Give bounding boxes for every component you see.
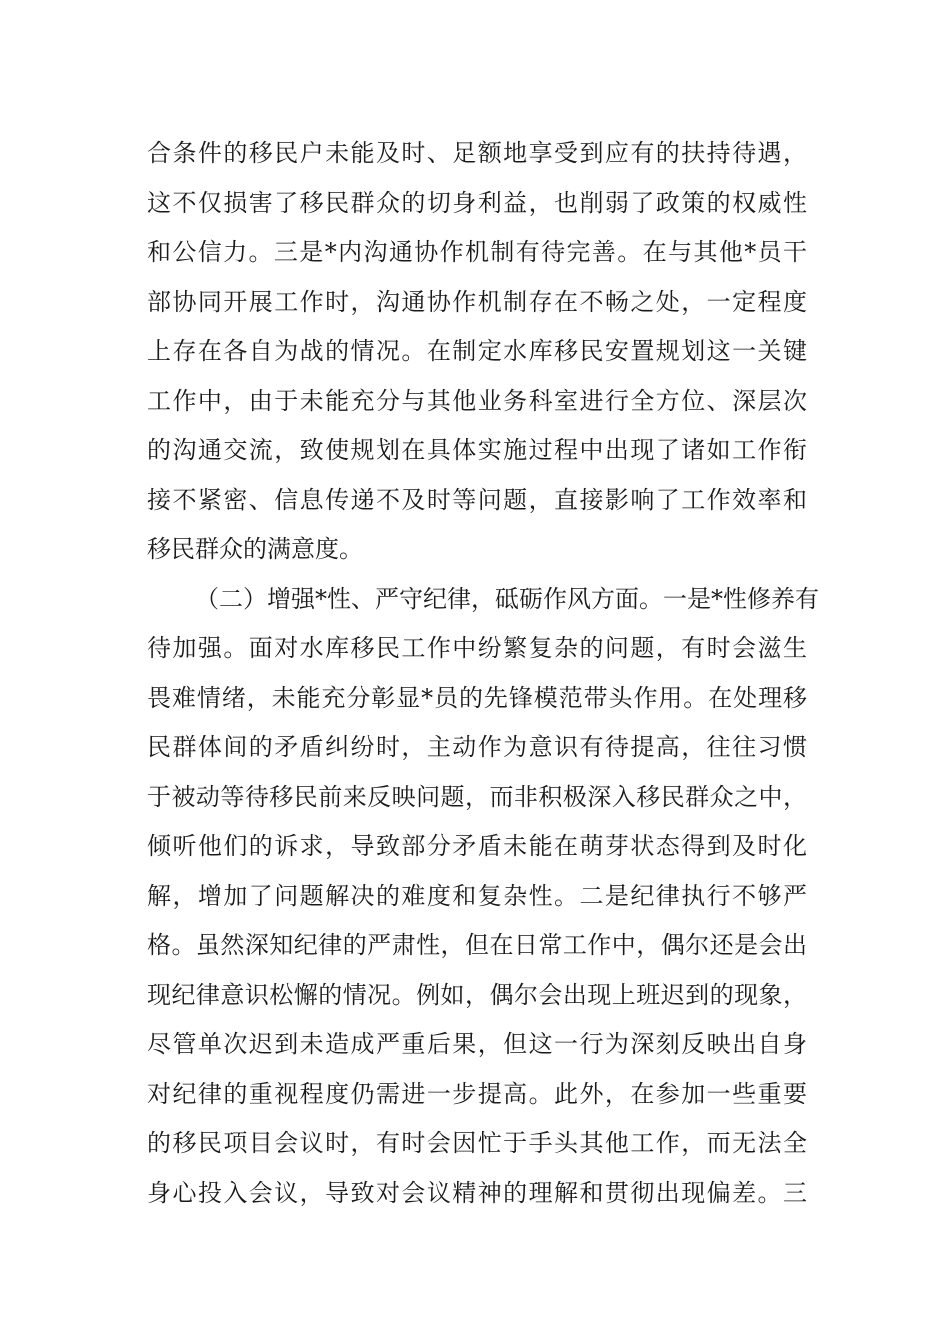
text-line: 于被动等待移民前来反映问题，而非积极深入移民群众之中，	[147, 782, 807, 811]
text-line: 工作中，由于未能充分与其他业务科室进行全方位、深层次	[147, 386, 807, 415]
paragraph-end-line: 移民群众的满意度。	[147, 535, 363, 563]
text-line: 接不紧密、信息传递不及时等问题，直接影响了工作效率和	[147, 485, 807, 514]
text-line: 解，增加了问题解决的难度和复杂性。二是纪律执行不够严	[147, 881, 807, 910]
text-line: 畏难情绪，未能充分彰显*员的先锋模范带头作用。在处理移	[147, 683, 807, 712]
text-line: 的沟通交流，致使规划在具体实施过程中出现了诸如工作衔	[147, 436, 807, 464]
text-line: 身心投入会议，导致对会议精神的理解和贯彻出现偏差。三	[147, 1178, 807, 1207]
text-line: 和公信力。三是*内沟通协作机制有待完善。在与其他*员干	[147, 238, 807, 266]
text-line: 倾听他们的诉求，导致部分矛盾未能在萌芽状态得到及时化	[147, 832, 807, 860]
section-heading-line: （二）增强*性、严守纪律，砥砺作风方面。一是*性修养有	[195, 584, 819, 613]
text-line: 民群体间的矛盾纠纷时，主动作为意识有待提高，往往习惯	[147, 733, 807, 761]
text-line: 合条件的移民户未能及时、足额地享受到应有的扶持待遇，	[147, 139, 807, 167]
text-line: 待加强。面对水库移民工作中纷繁复杂的问题，有时会滋生	[147, 634, 807, 662]
text-line: 上存在各自为战的情况。在制定水库移民安置规划这一关键	[147, 337, 807, 365]
text-line: 对纪律的重视程度仍需进一步提高。此外，在参加一些重要	[147, 1079, 807, 1108]
text-line: 现纪律意识松懈的情况。例如，偶尔会出现上班迟到的现象，	[147, 980, 807, 1009]
text-line: 部协同开展工作时，沟通协作机制存在不畅之处，一定程度	[147, 287, 807, 316]
text-line: 尽管单次迟到未造成严重后果，但这一行为深刻反映出自身	[147, 1030, 807, 1058]
text-line: 格。虽然深知纪律的严肃性，但在日常工作中，偶尔还是会出	[147, 931, 807, 959]
text-line: 这不仅损害了移民群众的切身利益，也削弱了政策的权威性	[147, 188, 807, 217]
text-line: 的移民项目会议时，有时会因忙于手头其他工作，而无法全	[147, 1129, 807, 1157]
body-text	[147, 129, 819, 1218]
